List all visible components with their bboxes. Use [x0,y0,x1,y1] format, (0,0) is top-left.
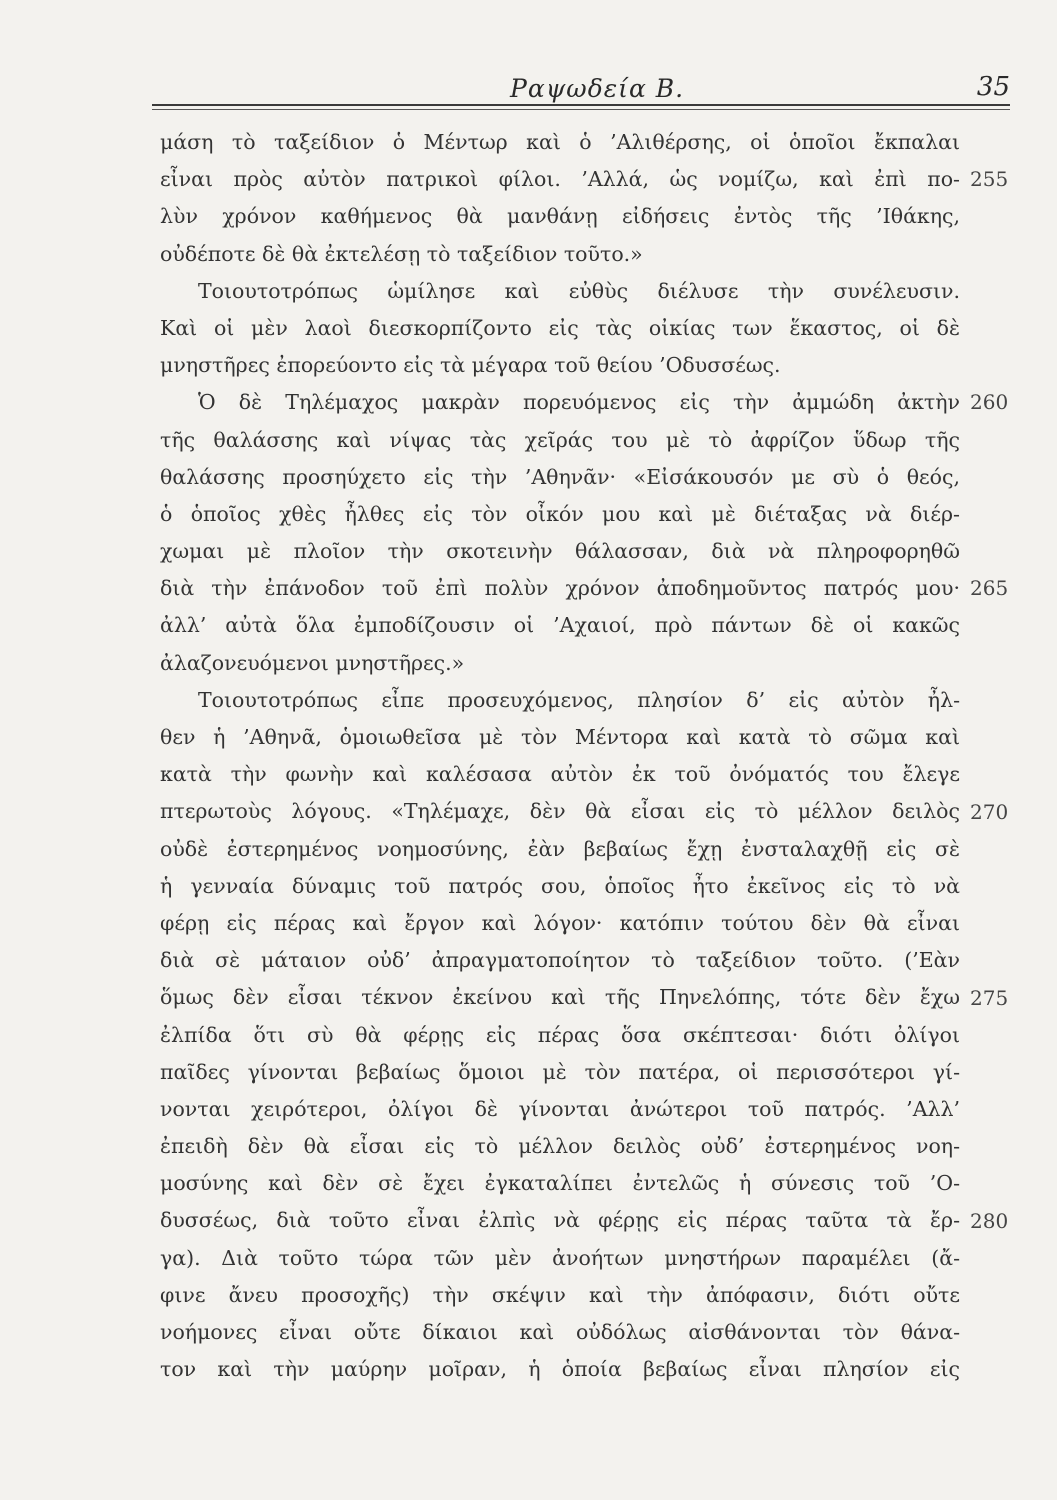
body-text [160,124,960,1388]
verse-line-number: 255 [970,167,1009,192]
text-line: νονται χειρότεροι, ὀλίγοι δὲ γίνονται ἀνώτεροι τοῦ πατρός. ’Αλλ’ [160,1096,960,1121]
text-line: φέρῃ εἰς πέρας καὶ ἔργον καὶ λόγον· κατόπιν τούτου δὲν θὰ εἶναι [160,910,960,935]
text-line: δυσσέως, διὰ τοῦτο εἶναι ἐλπὶς νὰ φέρῃς εἰς πέρας ταῦτα τὰ ἔρ- [160,1208,960,1233]
text-line: χωμαι μὲ πλοῖον τὴν σκοτεινὴν θάλασσαν, διὰ νὰ πληροφορηθῶ [160,539,960,564]
text-line: παῖδες γίνονται βεβαίως ὅμοιοι μὲ τὸν πατέρα, οἱ περισσότεροι γί- [160,1059,960,1084]
running-head [120,70,1010,106]
verse-line-number: 280 [970,1208,1009,1233]
text-line: νοήμονες εἶναι οὔτε δίκαιοι καὶ οὐδόλως αἰσθάνονται τὸν θάνα- [160,1320,960,1344]
text-line: Ὁ δὲ Τηλέμαχος μακρὰν πορευόμενος εἰς τὴν ἀμμώδη ἀκτὴν [198,390,960,415]
text-line: ἐλπίδα ὅτι σὺ θὰ φέρῃς εἰς πέρας ὅσα σκέπτεσαι· διότι ὀλίγοι [160,1022,960,1047]
text-line: γα). Διὰ τοῦτο τώρα τῶν μὲν ἀνοήτων μνηστήρων παραμέλει (ἄ- [160,1245,960,1270]
text-line: Καὶ οἱ μὲν λαοὶ διεσκορπίζοντο εἰς τὰς οἰκίας των ἕκαστος, οἱ δὲ [160,315,960,340]
verse-line-number: 260 [970,390,1009,415]
text-line: Τοιουτοτρόπως ὡμίλησε καὶ εὐθὺς διέλυσε τὴν συνέλευσιν. [198,278,960,303]
text-line: ἀλαζονευόμενοι μνηστῆρες.» [160,650,465,675]
text-line: οὐδὲ ἐστερημένος νοημοσύνης, ἐὰν βεβαίως ἔχῃ ἐνσταλαχθῇ εἰς σὲ [160,836,960,861]
text-line: τῆς θαλάσσης καὶ νίψας τὰς χεῖράς του μὲ τὸ ἀφρίζον ὕδωρ τῆς [160,427,960,452]
text-line: μνηστῆρες ἐπορεύοντο εἰς τὰ μέγαρα τοῦ θείου ’Οδυσσέως. [160,353,781,378]
text-line: διὰ σὲ μάταιον οὐδ’ ἀπραγματοποίητον τὸ ταξείδιον τοῦτο. (’Εὰν [160,948,960,973]
text-line: διὰ τὴν ἐπάνοδον τοῦ ἐπὶ πολὺν χρόνον ἀποδημοῦντος πατρός μου· [160,576,960,601]
header-rule-thin [152,109,1010,110]
text-line: ἐπειδὴ δὲν θὰ εἶσαι εἰς τὸ μέλλον δειλὸς οὐδ’ ἐστερημένος νοη- [160,1134,960,1159]
text-line: φινε ἄνευ προσοχῆς) τὴν σκέψιν καὶ τὴν ἀπόφασιν, διότι οὔτε [160,1282,960,1307]
text-line: ὅμως δὲν εἶσαι τέκνον ἐκείνου καὶ τῆς Πηνελόπης, τότε δὲν ἔχω [160,985,960,1010]
text-line: πτερωτοὺς λόγους. «Τηλέμαχε, δὲν θὰ εἶσαι εἰς τὸ μέλλον δειλὸς [160,799,960,824]
verse-line-number: 270 [970,799,1009,824]
text-line: ἡ γενναία δύναμις τοῦ πατρός σου, ὁποῖος ἦτο ἐκεῖνος εἰς τὸ νὰ [160,873,960,898]
text-line: ἀλλ’ αὐτὰ ὅλα ἐμποδίζουσιν οἱ ’Αχαιοί, πρὸ πάντων δὲ οἱ κακῶς [160,613,960,638]
text-line: κατὰ τὴν φωνὴν καὶ καλέσασα αὐτὸν ἐκ τοῦ ὀνόματός του ἔλεγε [160,762,960,787]
text-line: θαλάσσης προσηύχετο εἰς τὴν ’Αθηνᾶν· «Εἰσάκουσόν με σὺ ὁ θεός, [160,464,960,489]
verse-line-number: 275 [970,985,1009,1010]
text-line: εἶναι πρὸς αὐτὸν πατρικοὶ φίλοι. ’Αλλά, ὡς νομίζω, καὶ ἐπὶ πο- [160,167,960,192]
page-number: 35 [976,72,1010,102]
text-line: οὐδέποτε δὲ θὰ ἐκτελέσῃ τὸ ταξείδιον τοῦτο.» [160,241,643,266]
verse-line-number: 265 [970,576,1009,601]
text-line: μάση τὸ ταξείδιον ὁ Μέντωρ καὶ ὁ ’Αλιθέρσης, οἱ ὁποῖοι ἔκπαλαι [160,130,960,154]
text-line: Τοιουτοτρόπως εἶπε προσευχόμενος, πλησίον δ’ εἰς αὐτὸν ἦλ- [198,687,960,712]
text-line: θεν ἡ ’Αθηνᾶ, ὁμοιωθεῖσα μὲ τὸν Μέντορα καὶ κατὰ τὸ σῶμα καὶ [160,725,960,749]
text-line: μοσύνης καὶ δὲν σὲ ἔχει ἐγκαταλίπει ἐντελῶς ἡ σύνεσις τοῦ ’Ο- [160,1171,960,1196]
chapter-title: Ραψωδεία Β. [510,74,685,103]
header-rule [152,104,1010,106]
text-line: τον καὶ τὴν μαύρην μοῖραν, ἡ ὁποία βεβαίως εἶναι πλησίον εἰς [160,1357,960,1382]
text-line: ὁ ὁποῖος χθὲς ἦλθες εἰς τὸν οἶκόν μου καὶ μὲ διέταξας νὰ διέρ- [160,501,960,526]
text-line: λὺν χρόνον καθήμενος θὰ μανθάνῃ εἰδήσεις ἐντὸς τῆς ’Ιθάκης, [160,204,960,229]
